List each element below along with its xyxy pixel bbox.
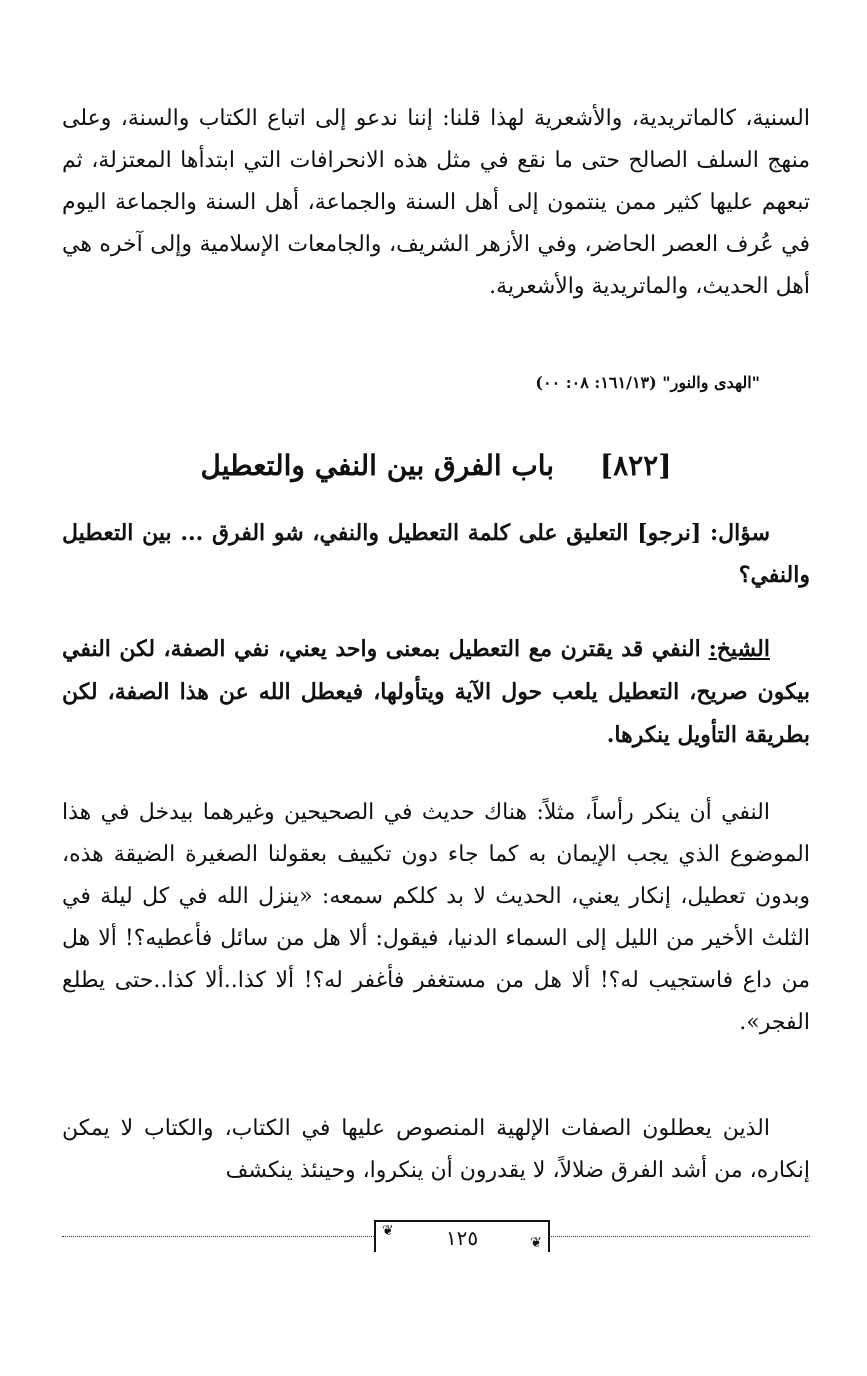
page-footer [62, 1212, 810, 1260]
answer-label: الشيخ: [708, 636, 770, 662]
page-number-frame [374, 1220, 550, 1252]
section-title: باب الفرق بين النفي والتعطيل [200, 449, 555, 482]
intro-paragraph: السنية، كالماتريدية، والأشعرية لهذا قلنا: إننا ندعو إلى اتباع الكتاب والسنة، وعلى منهج السلف الصالح حتى ما نقع في مثل هذه الانحرافات التي ابتدأها المعتزلة، ثم تبعهم عليها كثير ممن ينتمون إلى أهل السنة والجماعة، أهل السنة والجماعة اليوم في عُرف العصر الحاضر، وفي الأزهر الشريف، والجامعات الإسلامية وإلى آخره هي أهل الحديث، والماتريدية والأشعرية. [62, 106, 810, 299]
answer-paragraph [62, 628, 810, 757]
answer-text: النفي قد يقترن مع التعطيل بمعنى واحد يعني، نفي الصفة، لكن النفي بيكون صريح، التعطيل يلعب حول الآية ويتأولها، فيعطل الله عن هذا الصفة، لكن بطريقة التأويل ينكرها. [62, 636, 810, 748]
question-text: سؤال: [نرجو] التعليق على كلمة التعطيل والنفي، شو الفرق ... بين التعطيل والنفي؟ [62, 520, 810, 588]
ornament-icon: ❦ [382, 1223, 394, 1239]
paragraph-continuation [62, 1108, 810, 1192]
paragraph-continuation-text: الذين يعطلون الصفات الإلهية المنصوص عليها في الكتاب، والكتاب لا يمكن إنكاره، من أشد الفرق ضلالاً، لا يقدرون أن ينكروا، وحينئذ ينكشف [62, 1116, 810, 1183]
section-number: [٨٢٢] [599, 449, 672, 482]
section-heading [62, 444, 810, 488]
ornament-icon: ❦ [530, 1235, 542, 1251]
question-paragraph [62, 512, 810, 596]
page-number: ١٢٥ [445, 1226, 479, 1250]
source-citation: "الهدى والنور" (١٦١/١٣: ٠٨: ٠٠) [535, 373, 760, 392]
paragraph-hadith-text: النفي أن ينكر رأساً، مثلاً: هناك حديث في الصحيحين وغيرهما بيدخل في هذا الموضوع الذي يجب الإيمان به كما جاء دون تكييف بعقولنا الصغيرة الضيقة هذه، وبدون تعطيل، إنكار يعني، الحديث لا بد كلكم سمعه: «ينزل الله في كل ليلة في الثلث الأخير من الليل إلى السماء الدنيا، فيقول: ألا هل من سائل فأعطيه؟! ألا هل من داع فاستجيب له؟! ألا هل من مستغفر فأغفر له؟! ألا كذا..ألا كذا..حتى يطلع الفجر». [62, 800, 810, 1035]
paragraph-hadith [62, 792, 810, 1044]
